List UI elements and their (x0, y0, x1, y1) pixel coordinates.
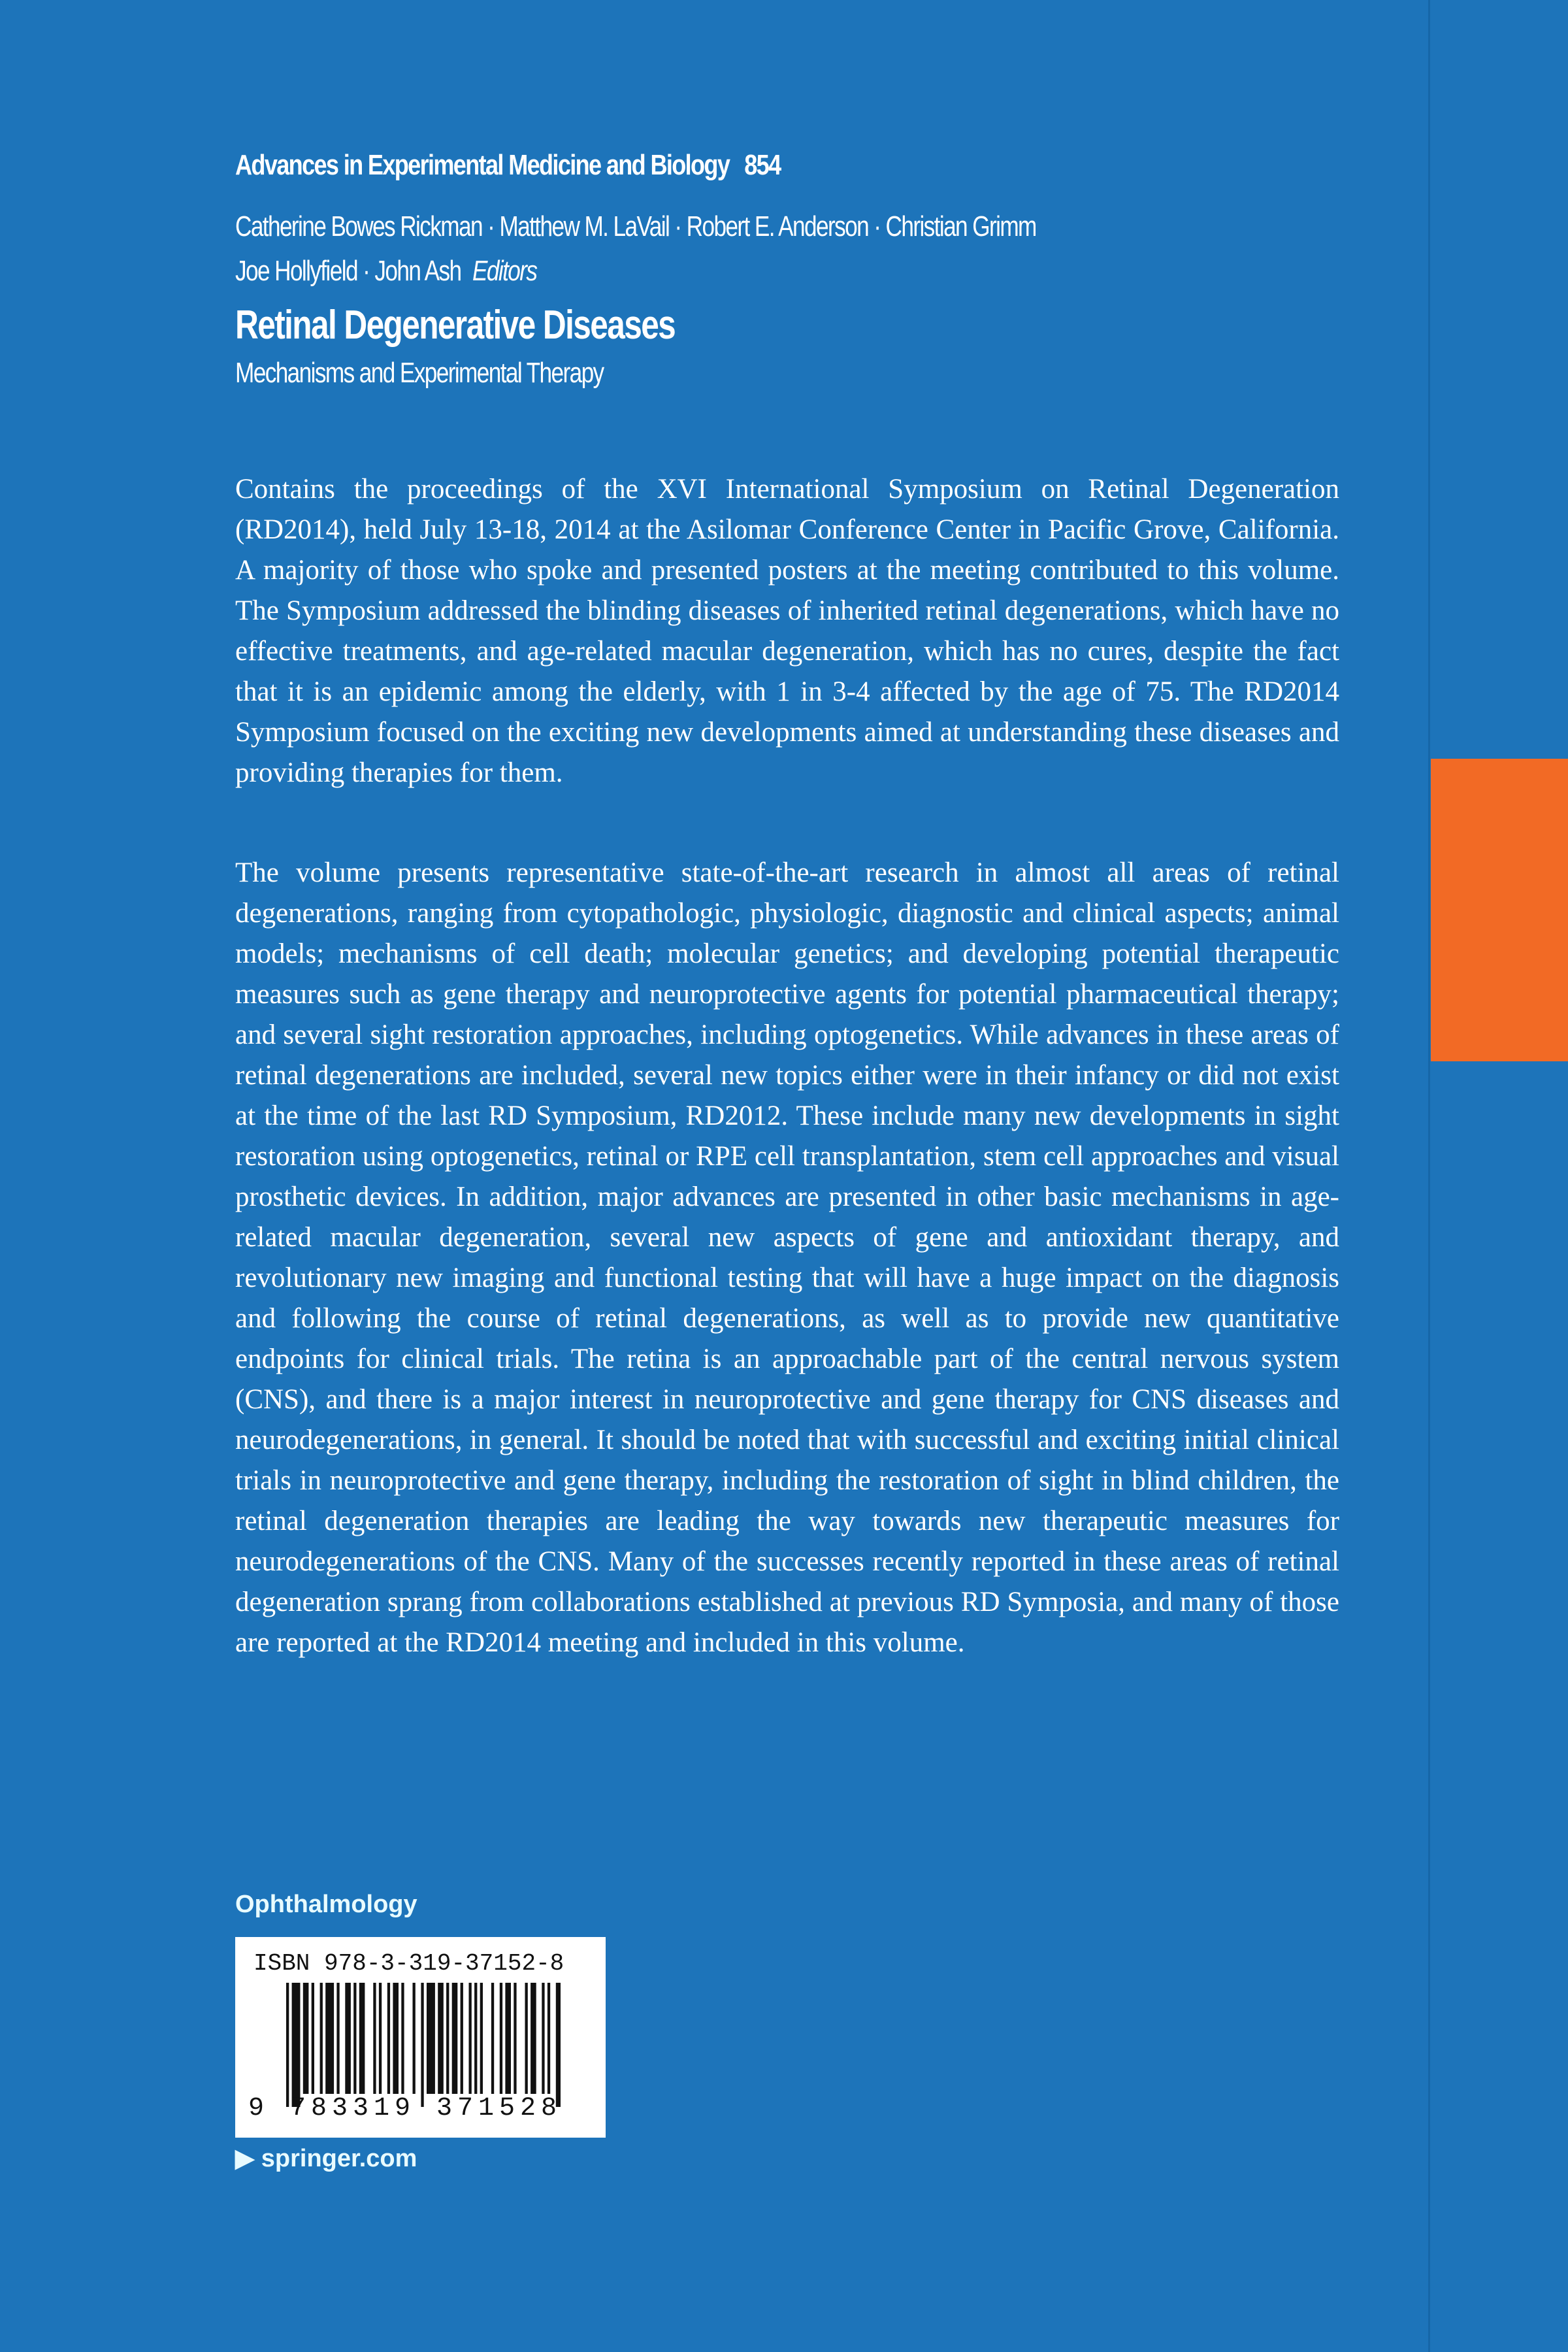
editors-line-1: Catherine Bowes Rickman · Matthew M. LaVail · Robert E. Anderson · Christian Grimm (235, 210, 1036, 242)
barcode-bar (421, 1983, 423, 2107)
series-volume: 854 (744, 149, 781, 181)
barcode-bar (353, 1983, 356, 2094)
barcode-bar (438, 1983, 444, 2094)
series-name: Advances in Experimental Medicine and Biology (235, 149, 730, 181)
barcode-bar (461, 1983, 463, 2094)
barcode-bar (325, 1983, 334, 2094)
barcode-bar (427, 1983, 435, 2094)
publisher-website (235, 2144, 417, 2173)
barcode-bar (413, 1983, 416, 2094)
barcode-bar (505, 1983, 511, 2094)
barcode-bar (500, 1983, 502, 2094)
barcode-bar (336, 1983, 339, 2094)
barcode-bars (286, 1983, 561, 2107)
barcode-bar (469, 1983, 472, 2094)
barcode-bar (480, 1983, 483, 2094)
barcode-bar (312, 1983, 314, 2094)
barcode-bar (345, 1983, 351, 2094)
barcode-bar (525, 1983, 528, 2094)
barcode-bar (303, 1983, 309, 2094)
barcode-bar (393, 1983, 399, 2094)
book-title: Retinal Degenerative Diseases (235, 303, 676, 348)
barcode-bar (373, 1983, 376, 2094)
editors-line-2 (235, 255, 536, 288)
book-subtitle: Mechanisms and Experimental Therapy (235, 357, 604, 389)
barcode-bar (401, 1983, 404, 2094)
barcode-bar (491, 1983, 494, 2094)
barcode-bar (387, 1983, 390, 2094)
series-line (235, 149, 781, 182)
arrow-right-icon: ▶ (235, 2145, 261, 2172)
spine-edge (1428, 0, 1430, 2352)
barcode-digits: 9 783319 371528 (248, 2094, 563, 2123)
barcode-bar (452, 1983, 458, 2094)
barcode-bar (446, 1983, 449, 2094)
orange-accent-tab (1431, 759, 1568, 1061)
website-text: springer.com (261, 2145, 417, 2172)
isbn-text: ISBN 978-3-319-37152-8 (253, 1950, 564, 1977)
barcode-bar (292, 1983, 301, 2107)
editors-names: Joe Hollyfield · John Ash (235, 255, 461, 287)
barcode-bar (542, 1983, 544, 2094)
barcode-bar (359, 1983, 365, 2094)
description-paragraph-1: Contains the proceedings of the XVI International Symposium on Retinal Degeneration (RD2014), held July 13-18, 2014 at the Asilomar Conference Center in Pacific Grove, California. A majority of those who spoke and presented posters at the meeting contributed to this volume. The Symposium addressed the blinding diseases of inherited retinal degenerations, which have no effective treatments, and age-related macular degeneration, which has no cures, despite the fact that it is an epidemic among the elderly, with 1 in 3-4 affected by the age of 75. The RD2014 Symposium focused on the exciting new developments aimed at understanding these diseases and providing therapies for them. (235, 474, 1339, 788)
editors-role: Editors (472, 255, 537, 287)
subject-category: Ophthalmology (235, 1891, 417, 1918)
description-paragraph-2: The volume presents representative state-of-the-art research in almost all areas of retinal degenerations, ranging from cytopathologic, physiologic, diagnostic and clinical aspects; animal models; mechanisms of cell death; molecular genetics; and developing potential therapeutic measures such as gene therapy and neuroprotective agents for potential pharmaceutical therapy; and several sight restoration approaches, including optogenetics. While advances in these areas of retinal degenerations are included, several new topics either were in their infancy or did not exist at the time of the last RD Symposium, RD2012. These include many new developments in sight restoration using optogenetics, retinal or RPE cell transplantation, stem cell approaches and visual prosthetic devices. In addition, major advances are presented in other basic mechanisms in age-related macular degeneration, several new aspects of gene and antioxidant therapy, and revolutionary new imaging and functional testing that will have a huge impact on the diagnosis and following the course of retinal degenerations, as well as to provide new quantitative endpoints for clinical trials. The retina is an approachable part of the central nervous system (CNS), and there is a major interest in neuroprotective and gene therapy for CNS diseases and neurodegenerations, in general. It should be noted that with successful and exciting initial clinical trials in neuroprotective and gene therapy, including the restoration of sight in blind children, the retinal degeneration therapies are leading the way towards new therapeutic measures for neurodegenerations of the CNS. Many of the successes recently reported in these areas of retinal degeneration sprang from collaborations established at previous RD Symposia, and many of those are reported at the RD2014 meeting and included in this volume. (235, 857, 1339, 1658)
barcode-bar (514, 1983, 516, 2094)
barcode-bar (531, 1983, 536, 2094)
barcode-bar (320, 1983, 323, 2094)
barcode-bar (556, 1983, 561, 2107)
barcode-bar (286, 1983, 289, 2107)
barcode-bar (474, 1983, 477, 2094)
isbn-barcode (235, 1937, 606, 2138)
barcode-bar (547, 1983, 550, 2094)
barcode-bar (379, 1983, 382, 2094)
